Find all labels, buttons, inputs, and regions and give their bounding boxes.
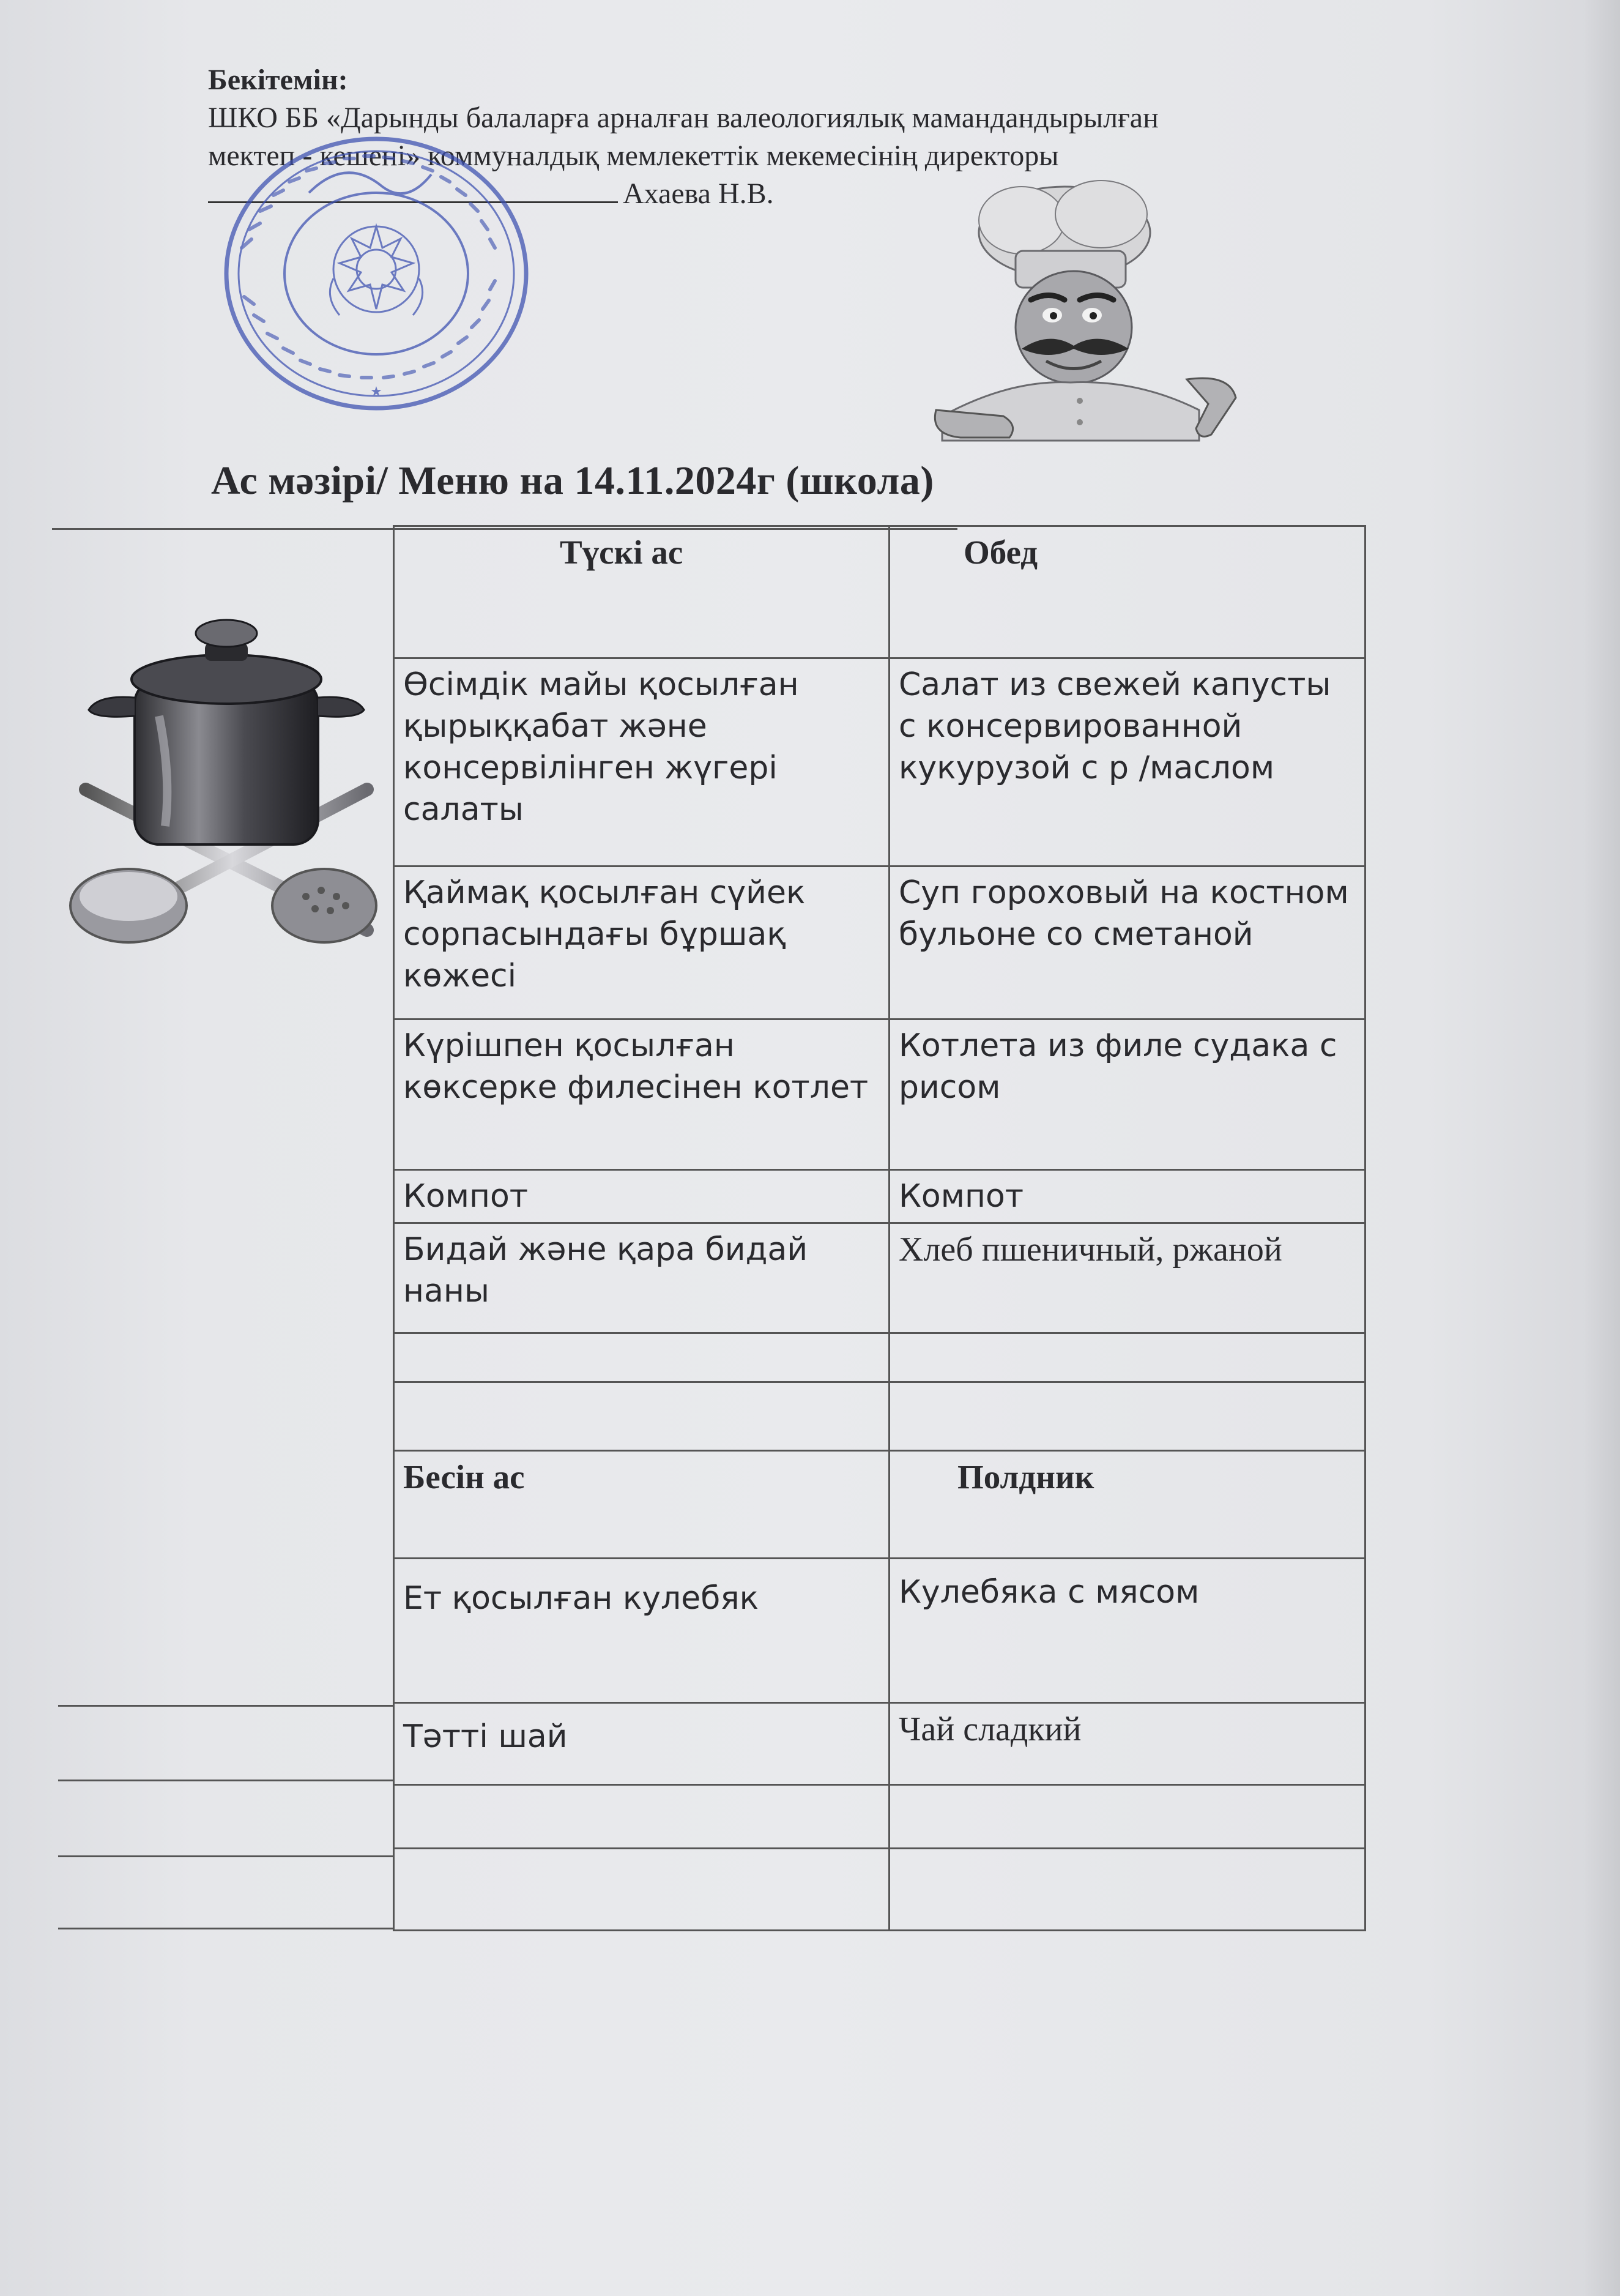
table-row [394, 1223, 1365, 1333]
dish-ru: Суп гороховый на костном бульоне со сметаной [890, 867, 1365, 1019]
snack-header-kk: Бесін ас [394, 1451, 890, 1559]
cooking-pot-icon [61, 587, 392, 955]
table-row [394, 1703, 1365, 1785]
snack-header-ru: Полдник [890, 1451, 1365, 1559]
empty-row [394, 1785, 1365, 1849]
dish-kk: Өсімдік майы қосылған қырыққабат және консервілінген жүгері салаты [394, 658, 890, 867]
director-name: Ахаева Н.В. [623, 177, 774, 210]
dish-kk: Күрішпен қосылған көксерке филесінен котлет [394, 1019, 890, 1170]
lunch-header-ru: Обед [890, 526, 1365, 658]
table-row [394, 658, 1365, 867]
page-title: Ас мәзірі/ Меню на 14.11.2024г (школа) [211, 458, 934, 503]
chef-illustration [924, 177, 1266, 447]
table-row [394, 1019, 1365, 1170]
left-rule-3 [58, 1855, 395, 1857]
table-row [394, 1559, 1365, 1703]
left-rule-4 [58, 1928, 395, 1929]
snack-header-row [394, 1451, 1365, 1559]
empty-row [394, 1382, 1365, 1451]
sheet-edge-shadow [1583, 0, 1620, 2296]
lunch-header-kk: Түскі ас [394, 526, 890, 658]
approval-header: Бекітемін: [208, 64, 348, 96]
dish-ru: Котлета из филе судака с рисом [890, 1019, 1365, 1170]
dish-kk: Ет қосылған кулебяк [394, 1559, 890, 1703]
dish-kk: Компот [394, 1170, 890, 1223]
empty-row [394, 1333, 1365, 1382]
left-rule-2 [58, 1780, 395, 1781]
dish-kk: Қаймақ қосылған сүйек сорпасындағы бұршақ көжесі [394, 867, 890, 1019]
table-row [394, 1170, 1365, 1223]
dish-ru: Салат из свежей капусты с консервированной кукурузой с р /маслом [890, 658, 1365, 867]
dish-ru: Хлеб пшеничный, ржаной [890, 1223, 1365, 1333]
dish-kk: Тәтті шай [394, 1703, 890, 1785]
lunch-header-row [394, 526, 1365, 658]
left-rule-1 [58, 1705, 395, 1707]
svg-text:★: ★ [370, 384, 382, 400]
official-stamp [217, 132, 535, 416]
approval-org-line-1: ШКО ББ «Дарынды балаларға арналған валеологиялық мамандандырылған [208, 102, 1159, 134]
dish-kk: Бидай және қара бидай наны [394, 1223, 890, 1333]
menu-table [393, 525, 1366, 1931]
empty-row [394, 1849, 1365, 1931]
table-row [394, 867, 1365, 1019]
approval-org-line-2: мектеп - кешені» коммуналдық мемлекеттік мекемесінің директоры [208, 140, 1059, 172]
dish-ru: Чай сладкий [890, 1703, 1365, 1785]
dish-ru: Компот [890, 1170, 1365, 1223]
dish-ru: Кулебяка с мясом [890, 1559, 1365, 1703]
